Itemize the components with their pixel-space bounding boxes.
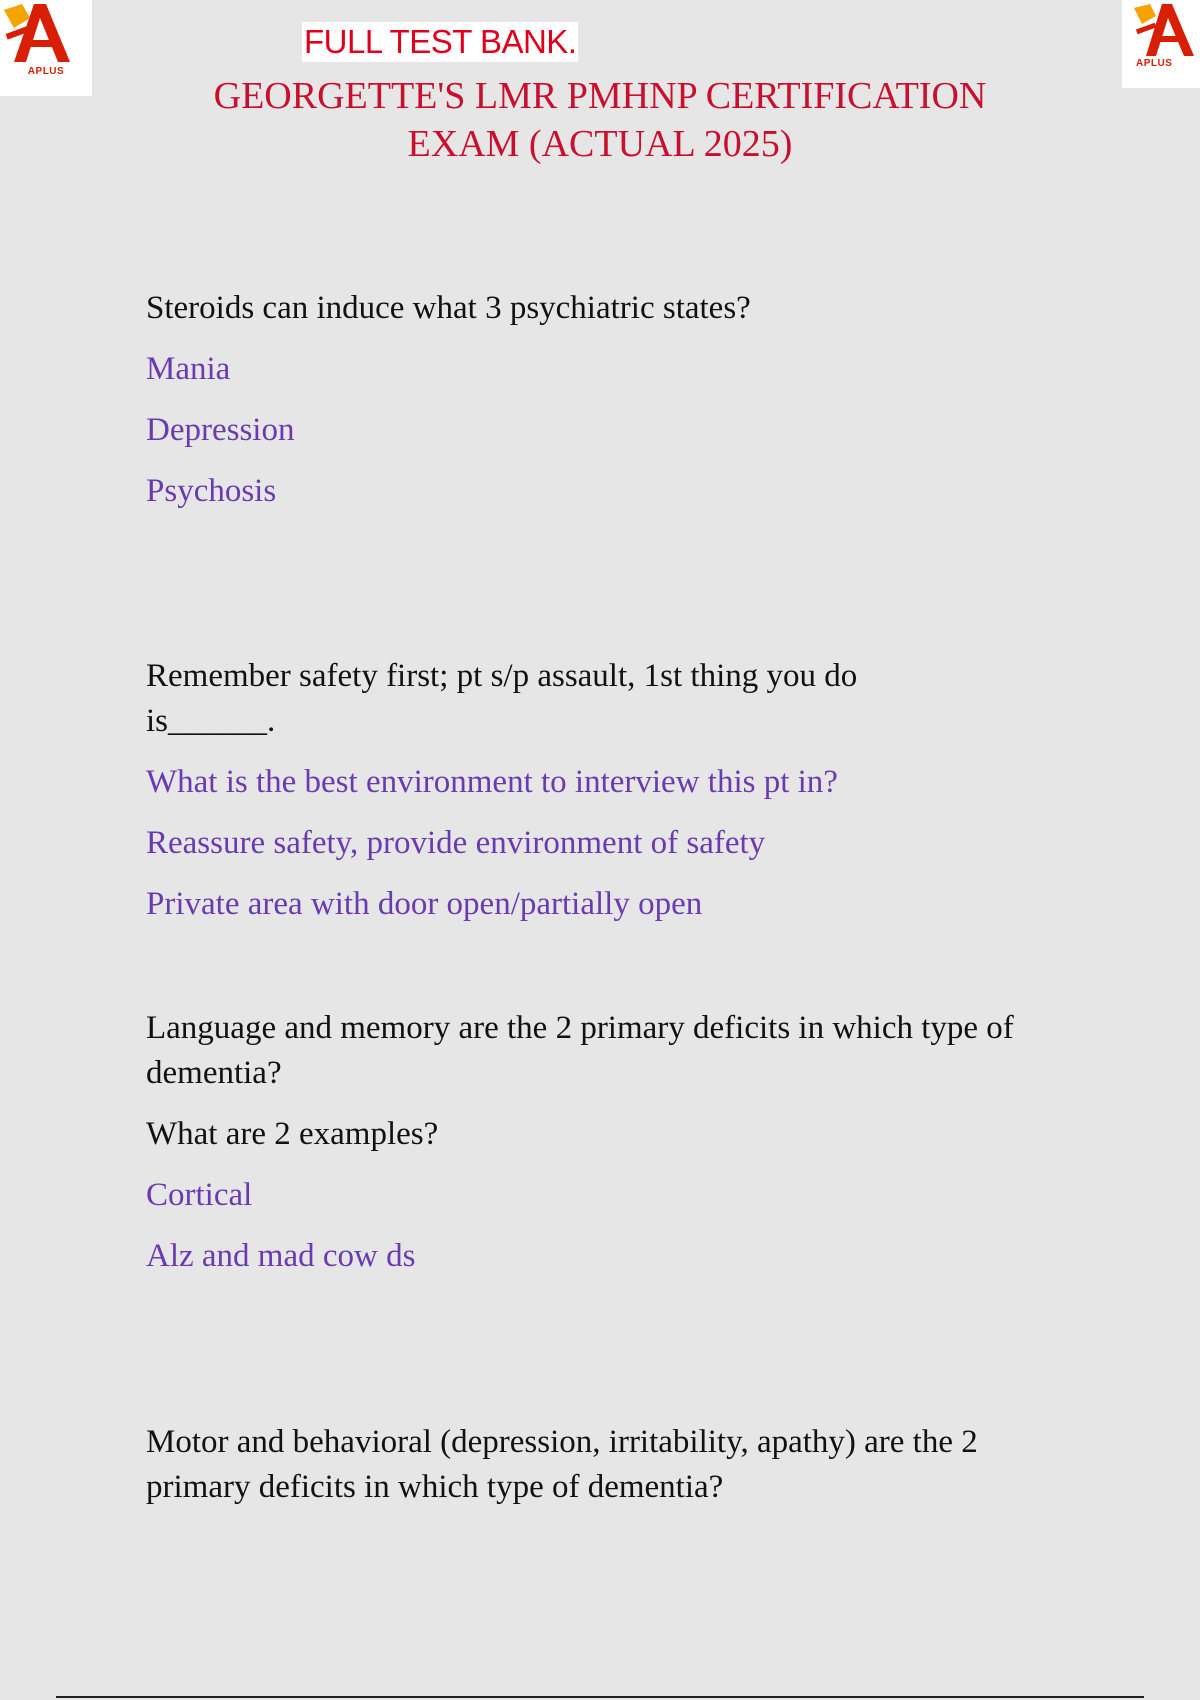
answer-text: What is the best environment to interview this pt in? — [146, 764, 838, 800]
qa-block-1 — [146, 286, 1066, 530]
question-text: Language and memory are the 2 primary deficits in which type of dementia? — [146, 1010, 1014, 1091]
logo-label: APLUS — [1136, 58, 1173, 69]
answer-text: Depression — [146, 412, 295, 448]
question-text: Remember safety first; pt s/p assault, 1st thing you do is______. — [146, 658, 858, 739]
answer-text: Alz and mad cow ds — [146, 1238, 416, 1274]
aplus-logo-mark-icon — [1122, 0, 1200, 62]
qa-block-2 — [146, 654, 1066, 943]
answer-text: Reassure safety, provide environment of safety — [146, 825, 766, 861]
answer-text: Private area with door open/partially open — [146, 886, 703, 922]
question-text: Motor and behavioral (depression, irritability, apathy) are the 2 primary deficits in which type of dementia? — [146, 1424, 978, 1505]
answer-text: Psychosis — [146, 473, 277, 509]
logo-label: APLUS — [27, 66, 65, 77]
qa-block-4 — [146, 1420, 1066, 1526]
document-title — [150, 72, 1050, 168]
bottom-divider — [56, 1696, 1144, 1698]
qa-block-3 — [146, 1006, 1066, 1295]
test-bank-banner: FULL TEST BANK. — [304, 23, 577, 60]
answer-text: Cortical — [146, 1177, 253, 1213]
question-text: Steroids can induce what 3 psychiatric states? — [146, 290, 751, 326]
answer-text: Mania — [146, 351, 231, 387]
title-line-1: GEORGETTE'S LMR PMHNP CERTIFICATION — [213, 75, 987, 117]
aplus-logo-left — [0, 0, 92, 96]
question-text: What are 2 examples? — [146, 1116, 439, 1152]
aplus-logo-right — [1122, 0, 1200, 88]
aplus-logo-mark-icon — [0, 0, 92, 70]
title-line-2: EXAM (ACTUAL 2025) — [407, 123, 793, 165]
